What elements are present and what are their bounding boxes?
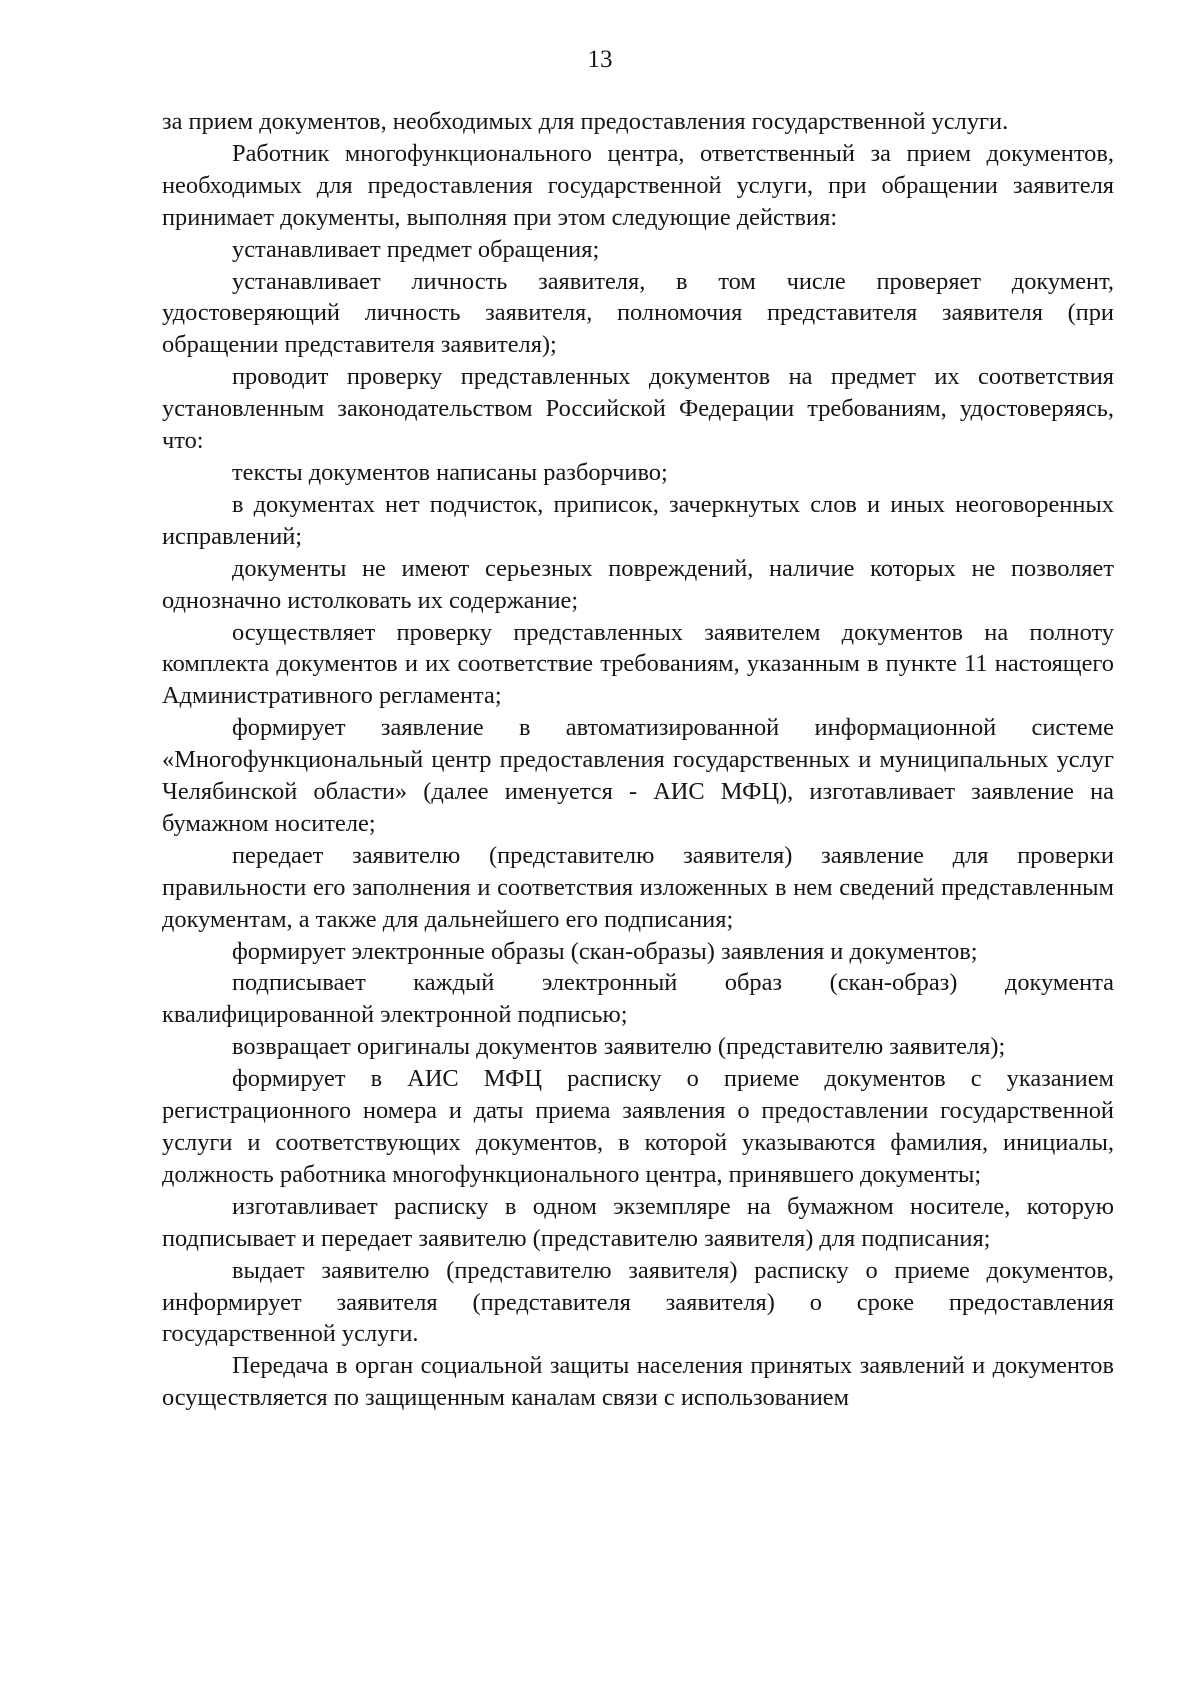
paragraph: возвращает оригиналы документов заявителю (представителю заявителя);: [232, 1033, 1006, 1061]
document-body: [162, 106, 1114, 1414]
page-number: 13: [587, 46, 613, 73]
paragraph: в документах нет подчисток, приписок, зачеркнутых слов и иных неоговоренных исправлений;: [162, 490, 1114, 550]
paragraph: документы не имеют серьезных повреждений, наличие которых не позволяет однозначно истолковать их содержание;: [162, 554, 1114, 614]
paragraph: выдает заявителю (представителю заявителя) расписку о приеме документов, информирует заявителя (представителя заявителя) о сроке предоставления государственной услуги.: [162, 1256, 1114, 1348]
paragraph: формирует в АИС МФЦ расписку о приеме документов с указанием регистрационного номера и даты приема заявления о предоставлении государственной услуги и соответствующих документов, в которой указываются фамилия, инициалы, должность работника многофункционального центра, принявшего документы;: [162, 1065, 1114, 1188]
paragraph: за прием документов, необходимых для предоставления государственной услуги.: [162, 108, 1009, 135]
paragraph: устанавливает личность заявителя, в том числе проверяет документ, удостоверяющий личность заявителя, полномочия представителя заявителя (при обращении представителя заявителя);: [162, 267, 1114, 359]
paragraph: передает заявителю (представителю заявителя) заявление для проверки правильности его заполнения и соответствия изложенных в нем сведений представленным документам, а также для дальнейшего его подписания;: [162, 841, 1114, 933]
paragraph: формирует заявление в автоматизированной информационной системе «Многофункциональный центр предоставления государственных и муниципальных услуг Челябинской области» (далее именуется - АИС МФЦ), изготавливает заявление на бумажном носителе;: [162, 714, 1114, 837]
paragraph: подписывает каждый электронный образ (скан-образ) документа квалифицированной электронной подписью;: [162, 969, 1114, 1029]
paragraph: устанавливает предмет обращения;: [232, 235, 600, 263]
paragraph: осуществляет проверку представленных заявителем документов на полноту комплекта документов и их соответствие требованиям, указанным в пункте 11 настоящего Административного регламента;: [162, 618, 1114, 710]
paragraph: изготавливает расписку в одном экземпляре на бумажном носителе, которую подписывает и передает заявителю (представителю заявителя) для подписания;: [162, 1192, 1114, 1252]
paragraph: тексты документов написаны разборчиво;: [232, 458, 668, 486]
paragraph: формирует электронные образы (скан-образы) заявления и документов;: [232, 937, 978, 965]
paragraph: Передача в орган социальной защиты населения принятых заявлений и документов осуществляется по защищенным каналам связи с использованием: [162, 1352, 1114, 1412]
paragraph: проводит проверку представленных документов на предмет их соответствия установленным законодательством Российской Федерации требованиям, удостоверяясь, что:: [162, 363, 1114, 455]
paragraph: Работник многофункционального центра, ответственный за прием документов, необходимых для предоставления государственной услуги, при обращении заявителя принимает документы, выполняя при этом следующие действия:: [162, 139, 1114, 231]
